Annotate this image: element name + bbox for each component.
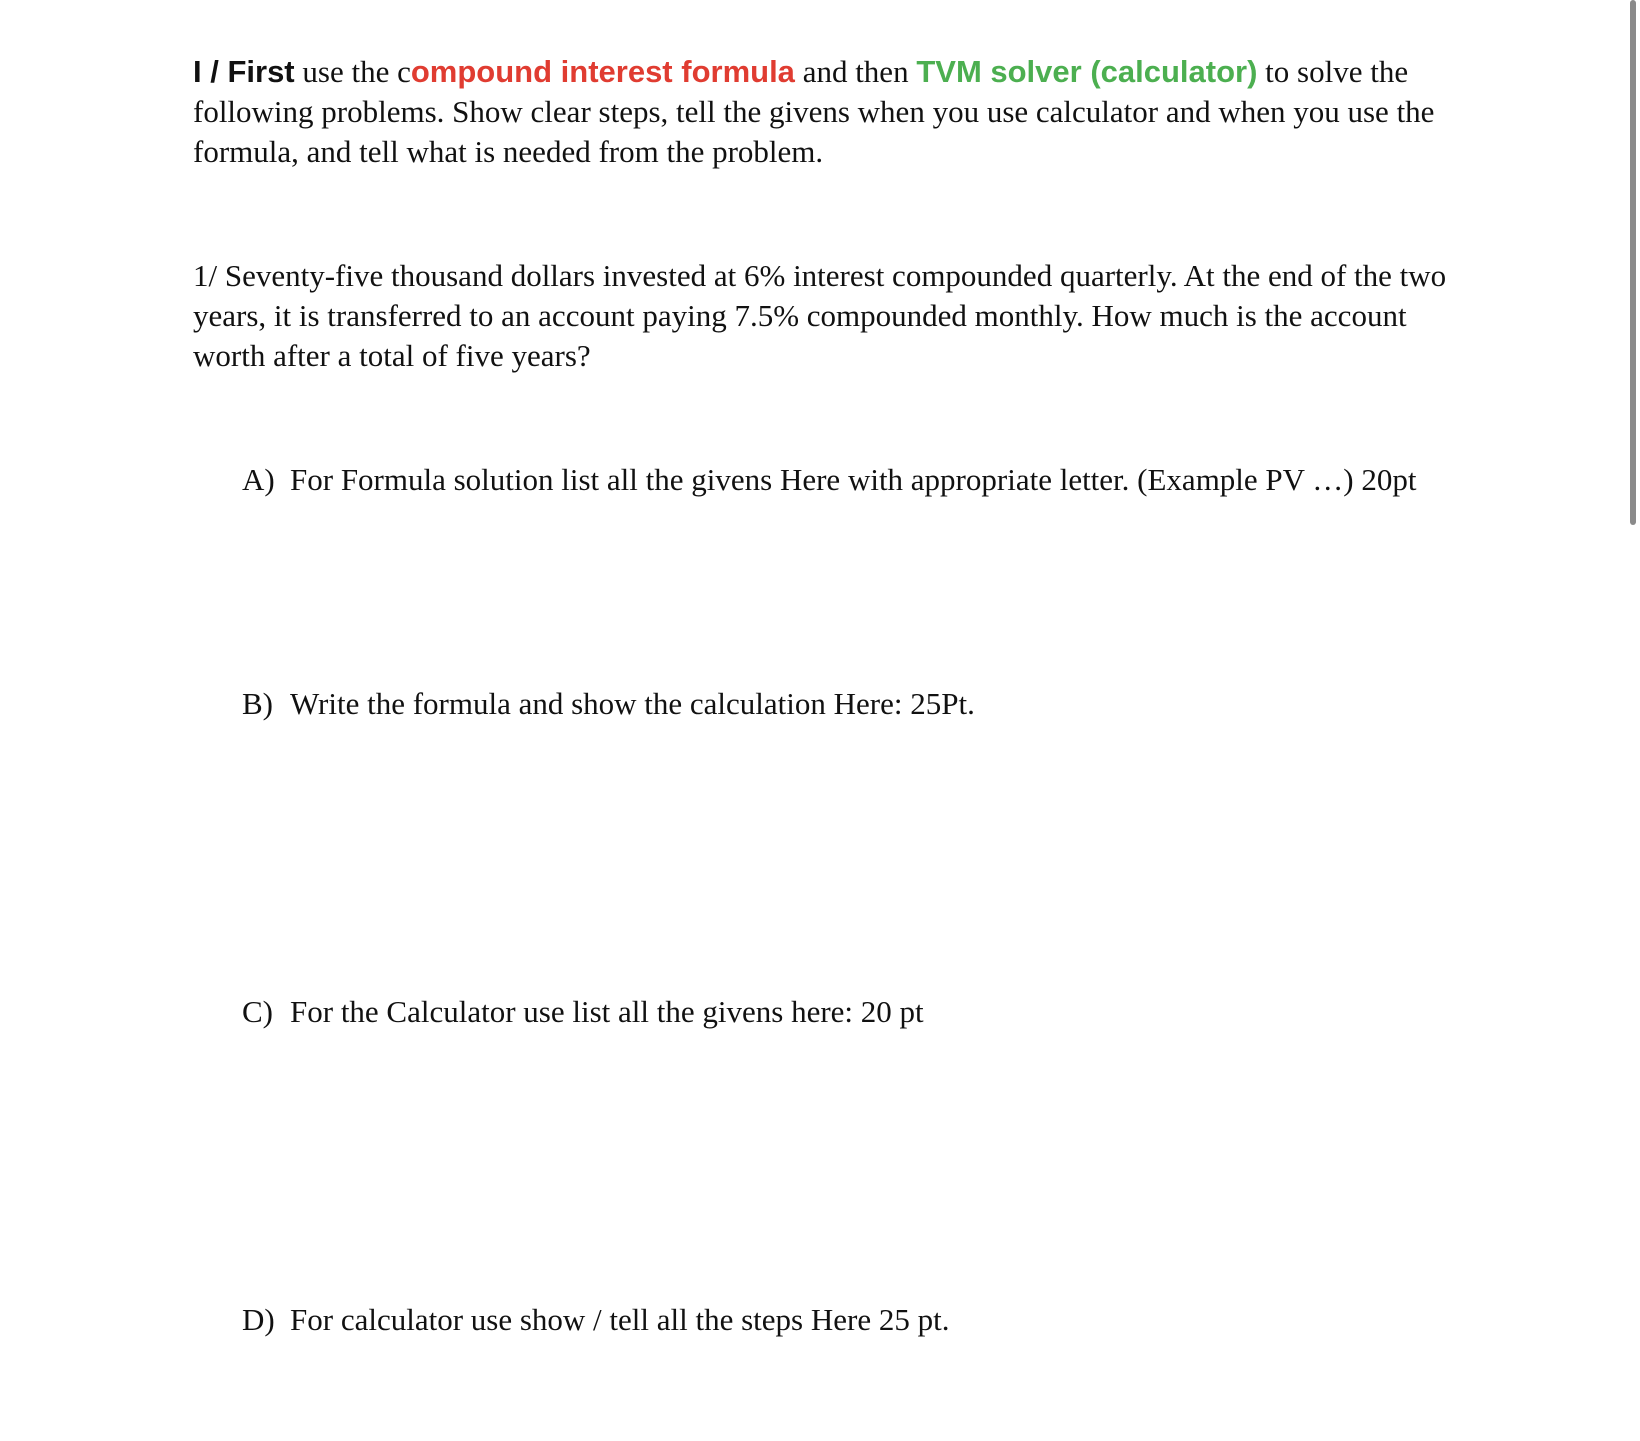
part-c bbox=[242, 992, 1442, 1032]
part-d bbox=[242, 1300, 1442, 1340]
part-b-letter: B) bbox=[242, 686, 273, 721]
problem-statement: 1/ Seventy-five thousand dollars invested at 6% interest compounded quarterly. At the end of the two years, it is transferred to an account paying 7.5% compounded monthly. How much is the account worth after a total of five years? bbox=[193, 258, 1447, 373]
part-b-text: Write the formula and show the calculation Here: 25Pt. bbox=[290, 686, 975, 721]
instructions-text-1: use the c bbox=[294, 54, 411, 89]
instructions-label: I / First bbox=[193, 54, 295, 89]
part-b bbox=[242, 684, 1442, 724]
part-a-letter: A) bbox=[242, 462, 275, 497]
instructions-text-3: to solve the following problems. Show clear steps, tell the givens when you use calculator and when you use the formula, and tell what is needed from the problem. bbox=[193, 54, 1435, 169]
instructions-text-2: and then bbox=[794, 54, 917, 89]
part-d-text: For calculator use show / tell all the steps Here 25 pt. bbox=[290, 1302, 950, 1337]
compound-interest-formula-highlight: ompound interest formula bbox=[410, 54, 795, 89]
part-c-text: For the Calculator use list all the givens here: 20 pt bbox=[290, 994, 924, 1029]
part-a bbox=[242, 460, 1442, 500]
part-a-text: For Formula solution list all the givens Here with appropriate letter. (Example PV …) 20pt bbox=[290, 462, 1417, 497]
part-c-letter: C) bbox=[242, 994, 273, 1029]
instructions-paragraph bbox=[193, 52, 1463, 172]
scrollbar-thumb[interactable] bbox=[1630, 0, 1636, 525]
part-d-letter: D) bbox=[242, 1302, 275, 1337]
vertical-scrollbar[interactable] bbox=[1626, 0, 1640, 1441]
tvm-solver-highlight: TVM solver (calculator) bbox=[916, 54, 1258, 89]
